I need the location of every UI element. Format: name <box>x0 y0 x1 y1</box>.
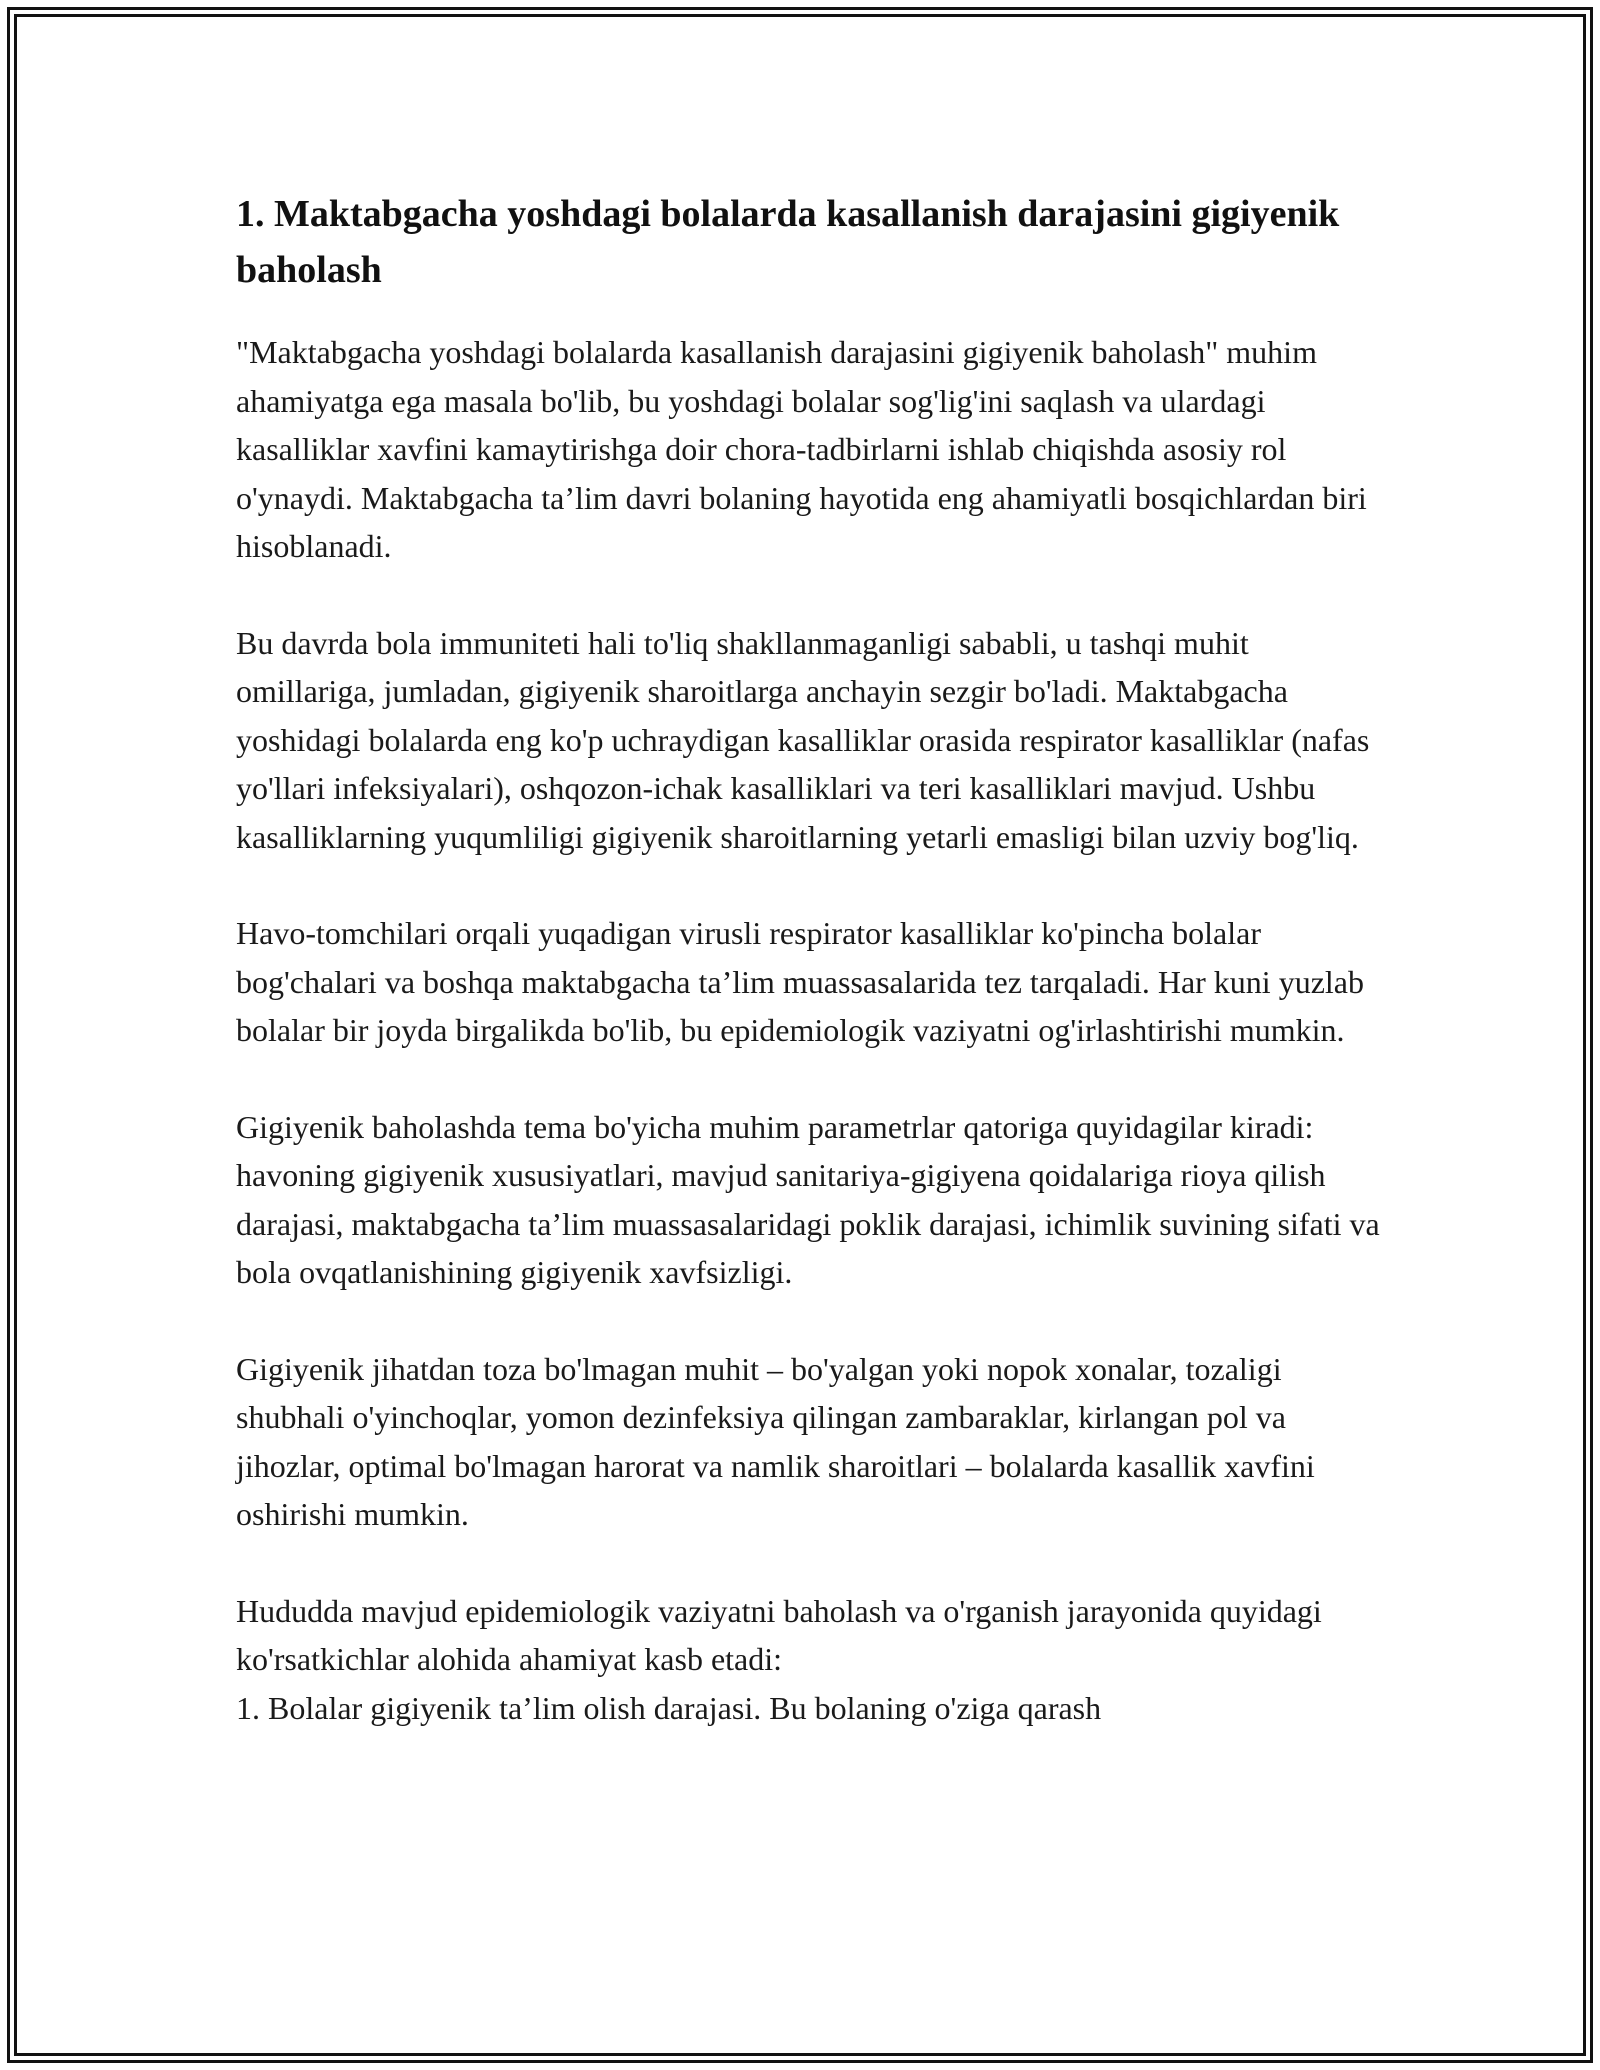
paragraph-immunity: Bu davrda bola immuniteti hali to'liq shakllanmaganligi sababli, u tashqi muhit omillariga, jumladan, gigiyenik sharoitlarga anchayin sezgir bo'ladi. Maktabgacha yoshidagi bolalarda eng ko'p uchraydigan kasalliklar orasida respirator kasalliklar (nafas yo'llari infeksiyalari), oshqozon-ichak kasalliklari va teri kasalliklari mavjud. Ushbu kasalliklarning yuqumliligi gigiyenik sharoitlarning yetarli emasligi bilan uzviy bog'liq. <box>236 624 1370 855</box>
paragraph-respiratory: Havo-tomchilari orqali yuqadigan virusli respirator kasalliklar ko'pincha bolalar bog'chalari va boshqa maktabgacha ta’lim muassasalarida tez tarqaladi. Har kuni yuzlab bolalar bir joyda birgalikda bo'lib, bu epidemiologik vaziyatni og'irlashtirishi mumkin. <box>236 915 1364 1048</box>
paragraph-parameters: Gigiyenik baholashda tema bo'yicha muhim parametrlar qatoriga quyidagilar kiradi: havoning gigiyenik xususiyatlari, mavjud sanitariya-gigiyena qoidalariga rioya qilish darajasi, maktabgacha ta’lim muassasalaridagi poklik darajasi, ichimlik suvining sifati va bola ovqatlanishining gigiyenik xavfsizligi. <box>236 1108 1380 1290</box>
document-body <box>236 186 1396 1732</box>
paragraph-indicators: Hududda mavjud epidemiologik vaziyatni baholash va o'rganish jarayonida quyidagi ko'rsatkichlar alohida ahamiyat kasb etadi: <box>236 1592 1322 1677</box>
paragraph-environment: Gigiyenik jihatdan toza bo'lmagan muhit – bo'yalgan yoki nopok xonalar, tozaligi shubhali o'yinchoqlar, yomon dezinfeksiya qilingan zambaraklar, kirlangan pol va jihozlar, optimal bo'lmagan harorat va namlik sharoitlari – bolalarda kasallik xavfini oshirishi mumkin. <box>236 1350 1315 1532</box>
paragraph-intro: "Maktabgacha yoshdagi bolalarda kasallanish darajasini gigiyenik baholash" muhim ahamiyatga ega masala bo'lib, bu yoshdagi bolalar sog'lig'ini saqlash va ulardagi kasalliklar xavfini kamaytirishga doir chora-tadbirlarni ishlab chiqishda asosiy rol o'ynaydi. Maktabgacha ta’lim davri bolaning hayotida eng ahamiyatli bosqichlardan biri hisoblanadi. <box>236 334 1367 564</box>
list-item: 1. Bolalar gigiyenik ta’lim olish darajasi. Bu bolaning o'ziga qarash <box>236 1689 1102 1726</box>
section-heading: 1. Maktabgacha yoshdagi bolalarda kasallanish darajasini gigiyenik baholash <box>236 193 1340 291</box>
